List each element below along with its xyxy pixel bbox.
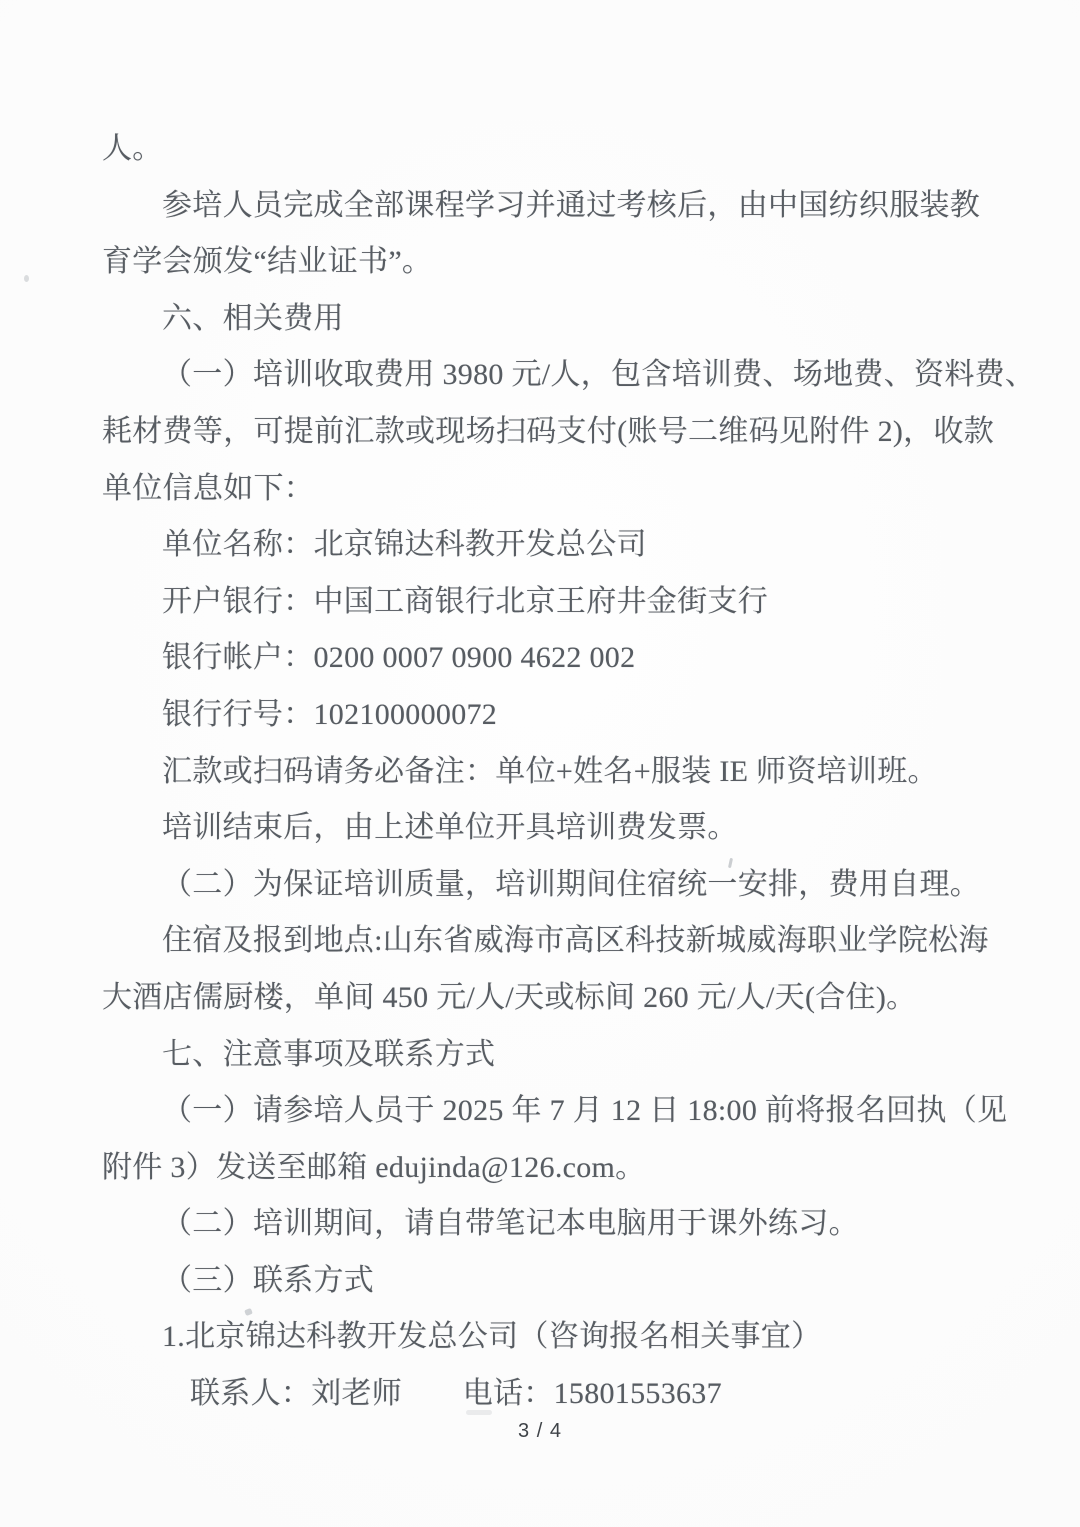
text-line: 单位信息如下： <box>102 471 315 505</box>
text-line: 汇款或扫码请务必备注：单位+姓名+服装 IE 师资培训班。 <box>162 754 938 788</box>
text-line: （二）为保证培训质量，培训期间住宿统一安排，费用自理。 <box>162 867 981 901</box>
scan-speck <box>24 275 29 282</box>
text-line: 育学会颁发“结业证书”。 <box>102 245 433 279</box>
text-line: 六、相关费用 <box>162 301 344 335</box>
text-line: 单位名称：北京锦达科教开发总公司 <box>162 528 647 562</box>
text-line: 开户银行：中国工商银行北京王府井金街支行 <box>162 584 768 618</box>
text-line: 住宿及报到地点:山东省威海市高区科技新城威海职业学院松海 <box>162 924 989 958</box>
text-line: 培训结束后，由上述单位开具培训费发票。 <box>162 811 738 845</box>
text-line: 银行行号：102100000072 <box>162 697 498 731</box>
text-line: 七、注意事项及联系方式 <box>162 1037 496 1071</box>
scan-speck <box>466 1410 492 1415</box>
text-line: 耗材费等，可提前汇款或现场扫码支付(账号二维码见附件 2)，收款 <box>102 414 995 448</box>
text-line: （一）培训收取费用 3980 元/人，包含培训费、场地费、资料费、 <box>162 358 1036 392</box>
document-body <box>102 121 1036 1423</box>
text-line: 银行帐户：0200 0007 0900 4622 002 <box>162 641 636 675</box>
text-line: 参培人员完成全部课程学习并通过考核后，由中国纺织服装教 <box>162 188 981 222</box>
text-line: 人。 <box>102 132 163 165</box>
text-line: 附件 3）发送至邮箱 edujinda@126.com。 <box>102 1150 646 1184</box>
text-line: （一）请参培人员于 2025 年 7 月 12 日 18:00 前将报名回执（见 <box>162 1094 1008 1128</box>
text-line: 大酒店儒厨楼，单间 450 元/人/天或标间 260 元/人/天(合住)。 <box>102 980 917 1014</box>
text-line: 1.北京锦达科教开发总公司（咨询报名相关事宜） <box>162 1320 822 1354</box>
text-line: 联系人：刘老师 电话：15801553637 <box>190 1377 722 1411</box>
text-line: （二）培训期间，请自带笔记本电脑用于课外练习。 <box>162 1207 859 1241</box>
text-line: （三）联系方式 <box>162 1263 375 1297</box>
page-number: 3 / 4 <box>518 1420 562 1442</box>
